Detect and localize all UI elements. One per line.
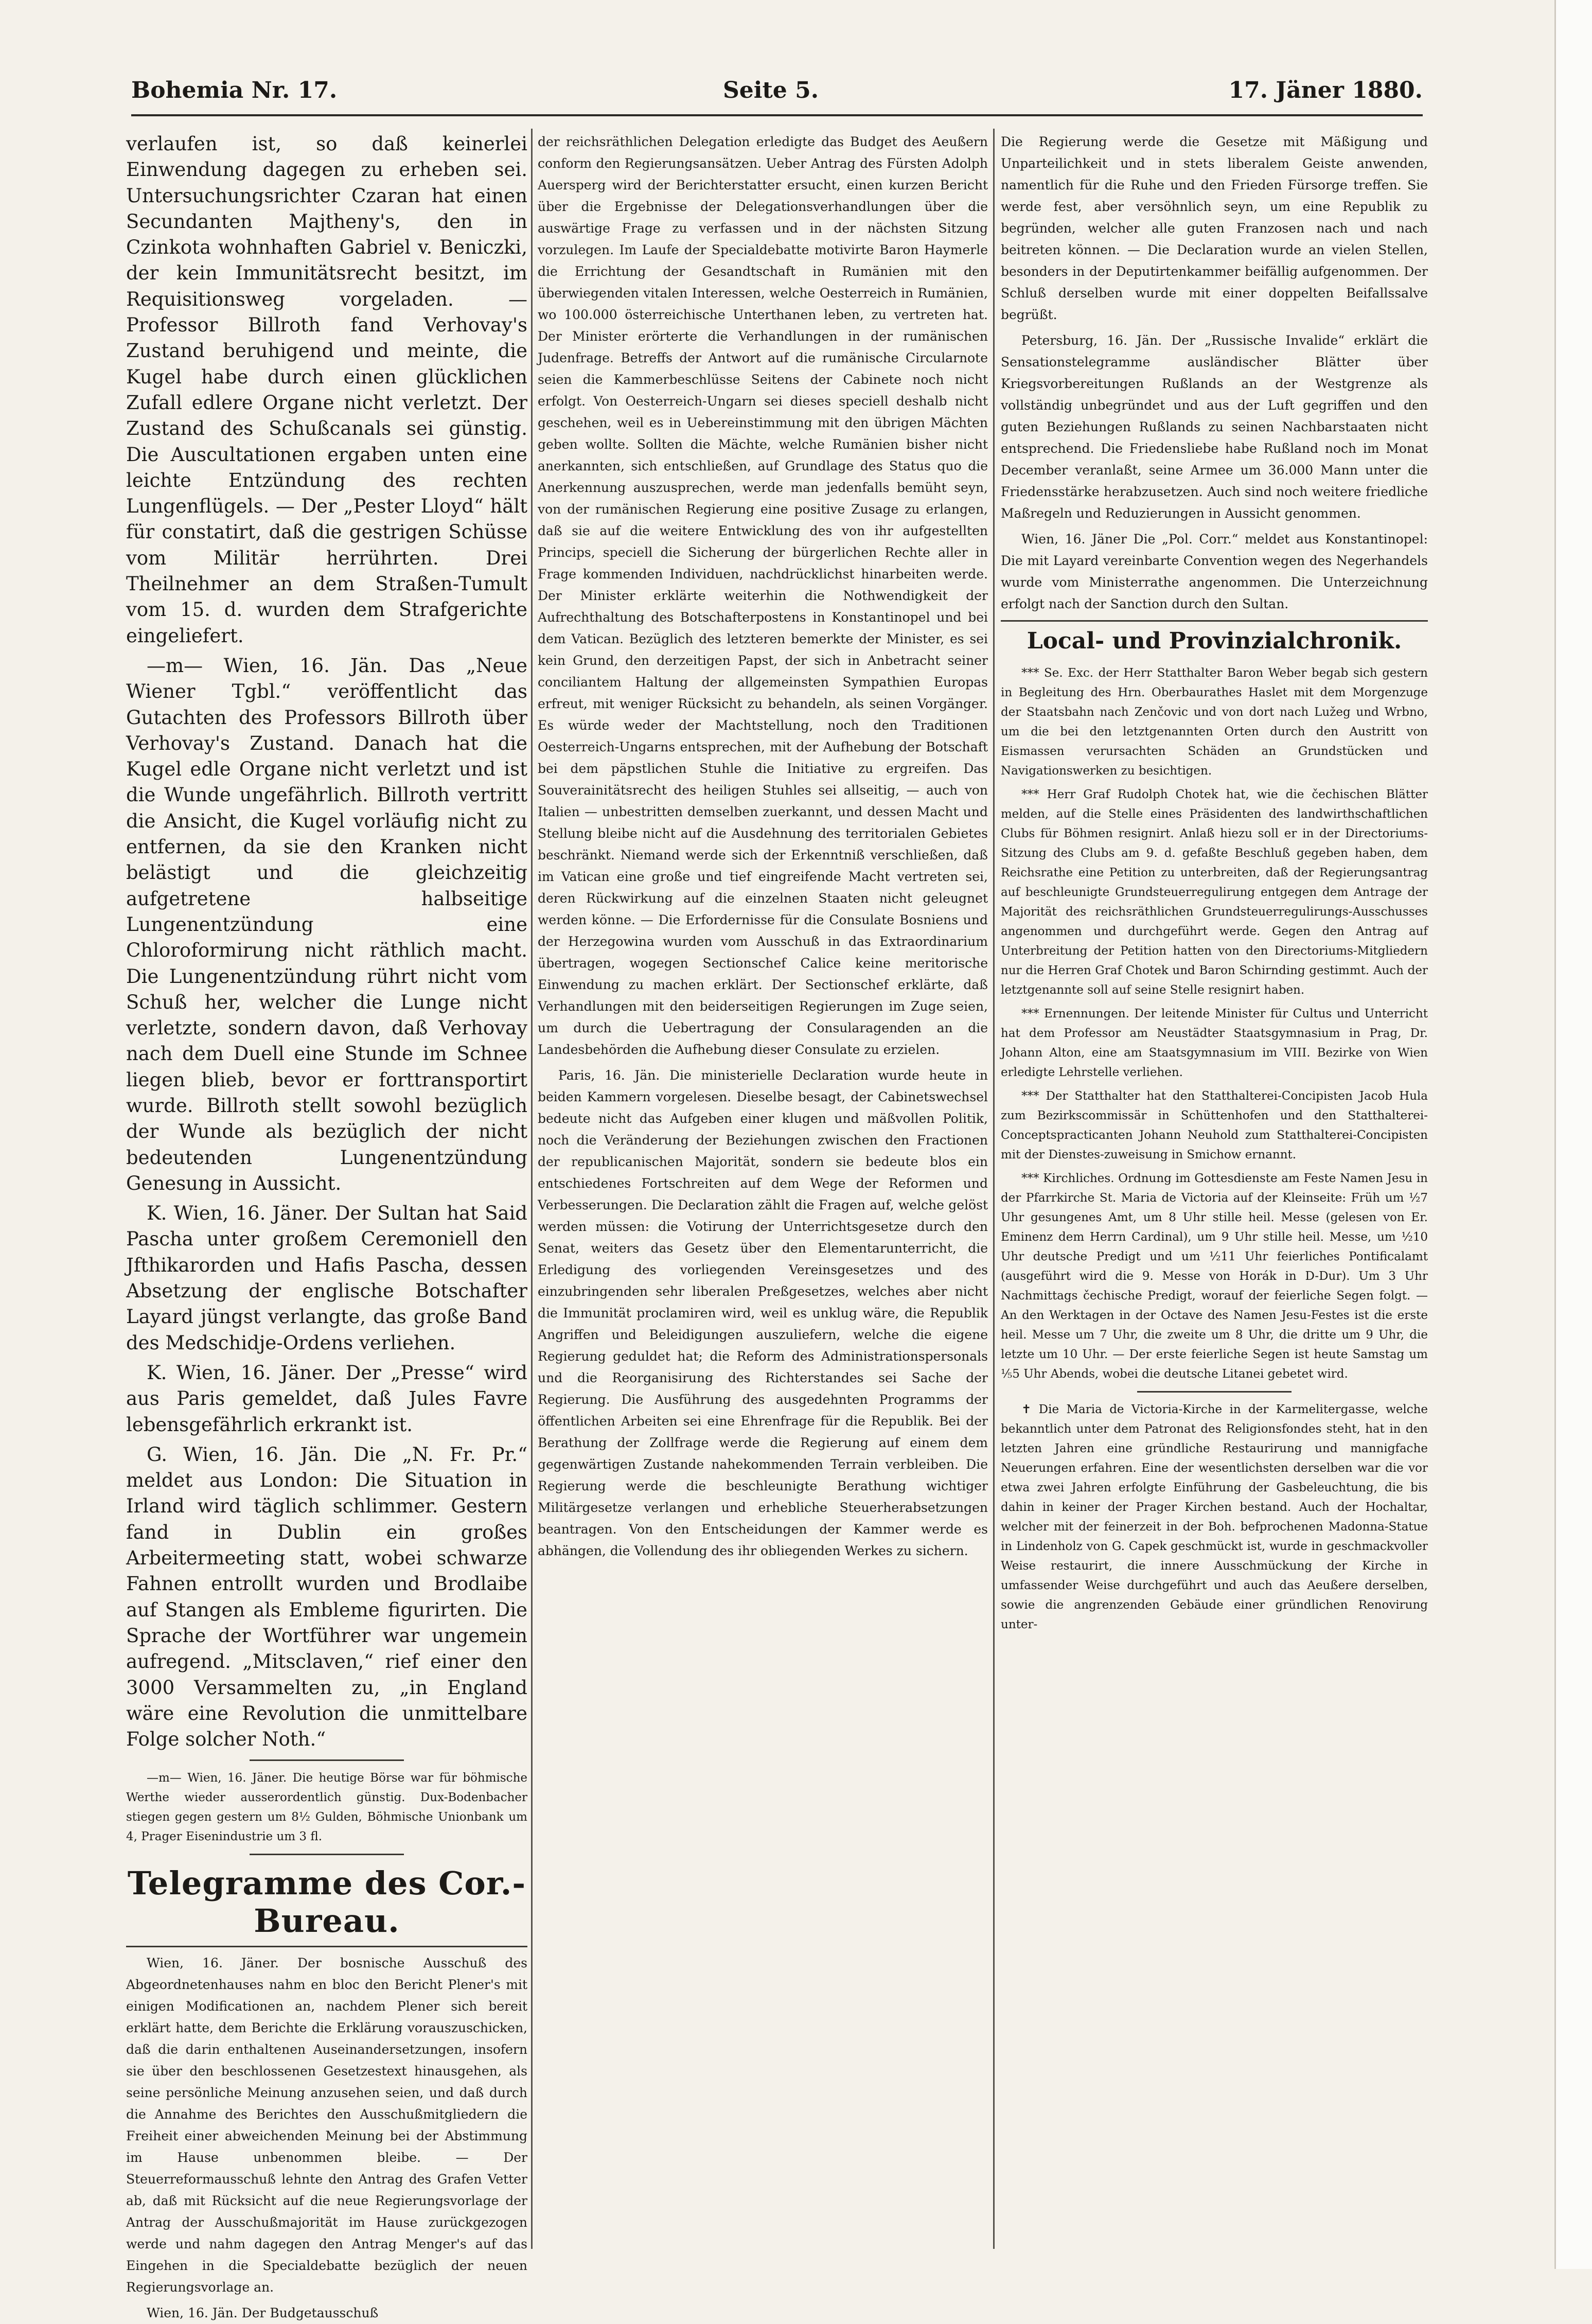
column-middle <box>538 131 988 2257</box>
article-paragraph: —m— Wien, 16. Jän. Das „Neue Wiener Tgbl.“ veröffentlicht das Gutachten des Professors Billroth über Verhovay's Zustand. Danach hat die Kugel edle Organe nicht verletzt und ist die Wunde ungefährlich. Billroth vertritt die Ansicht, die Kugel vorläufig nicht zu entfernen, da sie den Kranken nicht belästigt und die gleichzeitig aufgetretene halbseitige Lungenentzündung eine Chloroformirung nicht räthlich macht. Die Lungenentzündung rührt nicht vom Schuß her, welcher die Lunge nicht verletzte, sondern davon, daß Verhovay nach dem Duell eine Stunde im Schnee liegen blieb, bevor er forttransportirt wurde. Billroth stellt sowohl bezüglich der Wunde als bezüglich der nicht bedeutenden Lungenentzündung Genesung in Aussicht. <box>126 654 527 1194</box>
article-paragraph: Wien, 16. Jäner. Der bosnische Ausschuß des Abgeordnetenhauses nahm en bloc den Bericht Plener's mit einigen Modificationen an, nachdem Plener sich bereit erklärt hatte, dem Berichte die Erklärung vorauszuschicken, daß die darin enthaltenen Auseinandersetzungen, insofern sie über den beschlossenen Gesetzestext hinausgehen, als seine persönliche Meinung anzusehen seien, und daß durch die Annahme des Berichtes den Ausschußmitgliedern die Freiheit einer abweichenden Meinung bei der Abstimmung im Hause unbenommen bleibe. — Der Steuerreformausschuß lehnte den Antrag des Grafen Vetter ab, daß mit Rücksicht auf die neue Regierungsvorlage der Antrag der Ausschußmajorität im Hause zurückgezogen werde und nahm dagegen den Antrag Menger's auf das Eingehen in die Specialdebatte bezüglich der neuen Regierungsvorlage an. <box>126 1956 527 2295</box>
section-divider <box>126 1946 527 1947</box>
page-header <box>131 77 1423 108</box>
section-divider <box>250 1759 404 1761</box>
stock-report: —m— Wien, 16. Jäner. Die heutige Börse war für böhmische Werthe wieder ausserordentlich günstig. Dux-Bodenbacher stiegen gegen gestern um 8½ Gulden, Böhmische Unionbank um 4, Prager Eisenindustrie um 3 fl. <box>126 1771 527 1844</box>
article-paragraph: der reichsräthlichen Delegation erledigte das Budget des Aeußern conform den Regierungsansätzen. Ueber Antrag des Fürsten Adolph Auersperg wird der Berichterstatter ersucht, einen kurzen Bericht über die Ergebnisse der Delegationsverhandlungen über die auswärtige Frage zu verfassen und in der nächsten Sitzung vorzulegen. Im Laufe der Specialdebatte motivirte Baron Haymerle die Errichtung der Gesandtschaft in Rumänien mit den überwiegenden vitalen Interessen, welche Oesterreich in Rumänien, wo 100.000 österreichische Unterthanen leben, zu vertreten hat. Der Minister erörterte die Verhandlungen in der rumänischen Judenfrage. Betreffs der Antwort auf die rumänische Circularnote seien die Kammerbeschlüsse Seitens der Cabinete noch nicht erfolgt. Von Oesterreich-Ungarn sei dieses speciell deshalb nicht geschehen, weil es in Uebereinstimmung mit den übrigen Mächten geben wollte. Sollten die Mächte, welche Rumänien bisher nicht anerkannten, sich entschließen, auf Grundlage des Status quo die Anerkennung auszusprechen, werde man jedenfalls bemüht seyn, von der rumänischen Regierung eine positive Zusage zu erlangen, daß sie auf die weitere Entwicklung des von ihr aufgestellten Princips, speciell die Sicherung der bürgerlichen Rechte aller in Frage kommenden Individuen, nachdrücklichst hinarbeiten werde. Der Minister erklärte weiterhin die Nothwendigkeit der Aufrechthaltung des Botschafterpostens in Konstantinopel und bei dem Vatican. Bezüglich des letzteren bemerkte der Minister, es sei kein Grund, den derzeitigen Papst, der sich in Anbetracht seiner conciliantem Haltung der allgemeinsten Sympathien Europas erfreut, mit weniger Rücksicht zu behandeln, als seinen Vorgänger. Es würde weder der Machtstellung, noch den Traditionen Oesterreich-Ungarns entsprechen, mit der Aufhebung der Botschaft bei dem päpstlichen Stuhle die Initiative zu ergreifen. Das Souverainitätsrecht des heiligen Stuhles sei allseitig, — auch von Italien — unbestritten demselben zuerkannt, und dessen Macht und Stellung bleibe nicht auf die Ausdehnung des territorialen Gebietes beschränkt. Niemand werde sich der Erkenntniß verschließen, daß im Vatican eine große und tief eingreifende Macht vertreten sei, deren Rückwirkung auf die einzelnen Staaten nicht geleugnet werden könne. — Die Erfordernisse für die Consulate Bosniens und der Herzegowina wurden vom Ausschuß in das Extraordinarium übertragen, wogegen Sectionschef Calice keine meritorische Einwendung zu machen erklärt. Der Sectionschef erklärte, daß Verhandlungen mit den beiderseitigen Regierungen im Zuge seien, um durch die Uebertragung der Consularagenden an die Landesbehörden die Aufhebung dieser Consulate zu erzielen. <box>538 134 988 1057</box>
article-paragraph: K. Wien, 16. Jäner. Der Sultan hat Said Pascha unter großem Ceremoniell den Jfthikarorden und Hafis Pascha, dessen Absetzung der englische Botschafter Layard jüngst verlangte, das große Band des Medschidje-Ordens verliehen. <box>126 1202 527 1354</box>
article-paragraph: verlaufen ist, so daß keinerlei Einwendung dagegen zu erheben sei. Untersuchungsrichter Czaran hat einen Secundanten Majtheny's, den in Czinkota wohnhaften Gabriel v. Beniczki, der kein Immunitätsrecht besitzt, im Requisitionsweg vorgeladen. — Professor Billroth fand Verhovay's Zustand beruhigend und meinte, die Kugel habe durch einen glücklichen Zufall edlere Organe nicht verletzt. Der Zustand des Schußcanals sei günstig. Die Auscultationen ergaben unten eine leichte Entzündung des rechten Lungenflügels. — Der „Pester Lloyd“ hält für constatirt, daß die gestrigen Schüsse vom Militär herrührten. Drei Theilnehmer an dem Straßen-Tumult vom 15. d. wurden dem Strafgerichte eingeliefert. <box>126 133 527 647</box>
section-heading: Telegramme des Cor.-Bureau. <box>127 1864 526 1940</box>
article-paragraph: Wien, 16. Jän. Der Budgetausschuß <box>147 2305 379 2321</box>
column-right <box>1001 131 1428 2257</box>
article-paragraph: ✝ Die Maria de Victoria-Kirche in der Karmelitergasse, welche bekanntlich unter dem Patronat des Religionsfondes steht, hat in den letzten Jahren eine gründliche Restaurirung und mannigfache Neuerungen erfahren. Eine der wesentlichsten derselben war die vor etwa zwei Jahren erfolgte Einführung der Gasbeleuchtung, die bis dahin in keiner der Prager Kirchen bestand. Auch der Hochaltar, welcher mit der feinerzeit in der Boh. befprochenen Madonna-Statue in Lindenholz von G. Capek geschmückt ist, wurde in geschmackvoller Weise restaurirt, die innere Ausschmückung der Kirche in umfassender Weise durchgeführt und auch das Aeußere derselben, sowie die angrenzenden Gebäude einer gründlichen Renovirung unter- <box>1001 1403 1428 1631</box>
section-divider <box>1137 1391 1292 1393</box>
header-page-number: Seite 5. <box>723 77 819 103</box>
column-rule <box>531 129 533 2249</box>
article-paragraph: Petersburg, 16. Jän. Der „Russische Invalide“ erklärt die Sensationstelegramme ausländischer Blätter über Kriegsvorbereitungen Rußlands an der Westgrenze als vollständig unbegründet und aus der Luft gegriffen und den guten Beziehungen Rußlands zu seinen Nachbarstaaten nicht entsprechend. Die Friedensliebe habe Rußland noch im Monat December veranlaßt, seine Armee um 36.000 Mann unter die Friedensstärke herabzusetzen. Auch sind noch weitere friedliche Maßregeln und Reduzierungen in Aussicht genommen. <box>1001 333 1428 521</box>
section-divider <box>250 1854 404 1855</box>
header-publication: Bohemia Nr. 17. <box>131 77 338 103</box>
article-paragraph: *** Ernennungen. Der leitende Minister für Cultus und Unterricht hat dem Professor am Neustädter Staatsgymnasium in Prag, Dr. Johann Alton, eine am Staatsgymnasium im VIII. Bezirke von Wien erledigte Lehrstelle verliehen. <box>1001 1007 1428 1079</box>
section-heading: Local- und Provinzialchronik. <box>1027 628 1402 654</box>
article-paragraph: *** Kirchliches. Ordnung im Gottesdienste am Feste Namen Jesu in der Pfarrkirche St. Maria de Victoria auf der Kleinseite: Früh um ½7 Uhr gesungenes Amt, um 8 Uhr stille heil. Messe (gelesen von Er. Eminenz dem Herrn Cardinal), um 9 Uhr stille heil. Messe, um ½10 Uhr deutsche Predigt und um ½11 Uhr feierliches Pontificalamt (ausgeführt wird die 9. Messe von Horák in D-Dur). Um 3 Uhr Nachmittags čechische Predigt, worauf der feierliche Segen folgt. — An den Werktagen in der Octave des Namen Jesu-Festes ist die erste heil. Messe um 7 Uhr, die zweite um 8 Uhr, die dritte um 9 Uhr, die letzte um 10 Uhr. — Der erste feierliche Segen ist heute Samstag um ⅕5 Uhr Abends, wobei die deutsche Litanei gebetet wird. <box>1001 1172 1428 1381</box>
header-rule <box>131 114 1423 116</box>
article-paragraph: *** Der Statthalter hat den Statthalterei-Concipisten Jacob Hula zum Bezirkscommissär in Schüttenhofen und den Statthalterei-Conceptspracticanten Johann Neuhold zum Statthalterei-Concipisten mit der Dienstes-zuweisung in Smichow ernannt. <box>1001 1089 1428 1161</box>
column-left <box>126 131 527 2321</box>
article-paragraph: *** Se. Exc. der Herr Statthalter Baron Weber begab sich gestern in Begleitung des Hrn. Oberbaurathes Haslet mit dem Morgenzuge der Staatsbahn nach Zenčovic und von dort nach Lužeg und Wrbno, um die bei den letztgenannten Orten durch den Austritt von Eismassen verursachten Schäden an Grundstücken und Navigationswerken zu besichtigen. <box>1001 666 1428 778</box>
article-paragraph: Die Regierung werde die Gesetze mit Mäßigung und Unparteilichkeit und in stets liberalem Geiste anwenden, namentlich für die Ruhe und den Frieden Fürsorge treffen. Sie werde fest, aber versöhnlich seyn, um eine Republik zu begründen, welcher alle guten Franzosen nach und nach beitreten können. — Die Declaration wurde an vielen Stellen, besonders in der Deputirtenkammer beifällig aufgenommen. Der Schluß derselben wurde mit einer doppelten Beifallssalve begrüßt. <box>1001 134 1428 322</box>
header-date: 17. Jäner 1880. <box>1228 77 1423 103</box>
section-divider <box>1001 620 1428 622</box>
page-edge <box>1554 0 1592 2269</box>
article-paragraph: Wien, 16. Jäner Die „Pol. Corr.“ meldet aus Konstantinopel: Die mit Layard vereinbarte Convention wegen des Negerhandels wurde vom Ministerrathe angenommen. Die Unterzeichnung erfolgt nach der Sanction durch den Sultan. <box>1001 532 1428 611</box>
column-rule <box>993 129 995 2249</box>
article-paragraph: G. Wien, 16. Jän. Die „N. Fr. Pr.“ meldet aus London: Die Situation in Irland wird täglich schlimmer. Gestern fand in Dublin ein großes Arbeitermeeting statt, wobei schwarze Fahnen entrollt wurden und Brodlaibe auf Stangen als Embleme figurirten. Die Sprache der Wortführer war ungemein aufregend. „Mitsclaven,“ rief einer den 3000 Versammelten zu, „in England wäre eine Revolution die unmittelbare Folge solcher Noth.“ <box>126 1443 527 1751</box>
article-paragraph: *** Herr Graf Rudolph Chotek hat, wie die čechischen Blätter melden, auf die Stelle eines Präsidenten des landwirthschaftlichen Clubs für Böhmen resignirt. Anlaß hiezu soll er in der Directoriums-Sitzung des Clubs am 9. d. gefaßte Beschluß gegeben haben, dem Reichsrathe eine Petition zu unterbreiten, daß der Regierungsantrag auf beschleunigte Grundsteuerregulirung entgegen dem Antrage der Majorität des reichsräthlichen Grundsteuerregulirungs-Ausschusses angenommen und durchgeführt werde. Gegen den Antrag auf Unterbreitung der Petition hatten von den Directoriums-Mitgliedern nur die Herren Graf Chotek und Baron Schirnding gestimmt. Auch der letztgenannte soll auf seine Stelle resignirt haben. <box>1001 788 1428 997</box>
article-paragraph: Paris, 16. Jän. Die ministerielle Declaration wurde heute in beiden Kammern vorgelesen. Dieselbe besagt, der Cabinetswechsel bedeute nicht das Aufgeben einer klugen und mäßvollen Politik, noch die Veränderung der Beziehungen zwischen den Fractionen der republicanischen Majorität, sondern sie bedeute blos ein entschiedenes Fortschreiten auf dem Wege der Reformen und Verbesserungen. Die Declaration zählt die Fragen auf, welche gelöst werden müssen: die Votirung der Unterrichtsgesetze durch den Senat, weiters das Gesetz über den Elementarunterricht, die Erledigung des vorliegenden Vereinsgesetzes und des einzubringenden sehr liberalen Preßgesetzes, welches aber nicht die Immunität proclamiren wird, weil es unklug wäre, die Republik Angriffen und Beleidigungen auszuliefern, welche die eigene Regierung geduldet hat; die Reform des Administrationspersonals und die Reorganisirung des Richterstandes sei Sache der Regierung. Die Ausführung des ausgedehnten Programms der öffentlichen Arbeiten sei eine Ehrenfrage für die Republik. Bei der Berathung der Zollfrage werde die Regierung auf einem dem gegenwärtigen Zustande nahekommenden Terrain verbleiben. Die Regierung werde die beschleunigte Berathung wichtiger Militärgesetze verlangen und erhebliche Steuerherabsetzungen beantragen. Von den Entscheidungen der Kammer werde es abhängen, die Vollendung des ihr obliegenden Werkes zu sichern. <box>538 1068 988 1558</box>
article-paragraph: K. Wien, 16. Jäner. Der „Presse“ wird aus Paris gemeldet, daß Jules Favre lebensgefährlich erkrankt ist. <box>126 1361 527 1436</box>
